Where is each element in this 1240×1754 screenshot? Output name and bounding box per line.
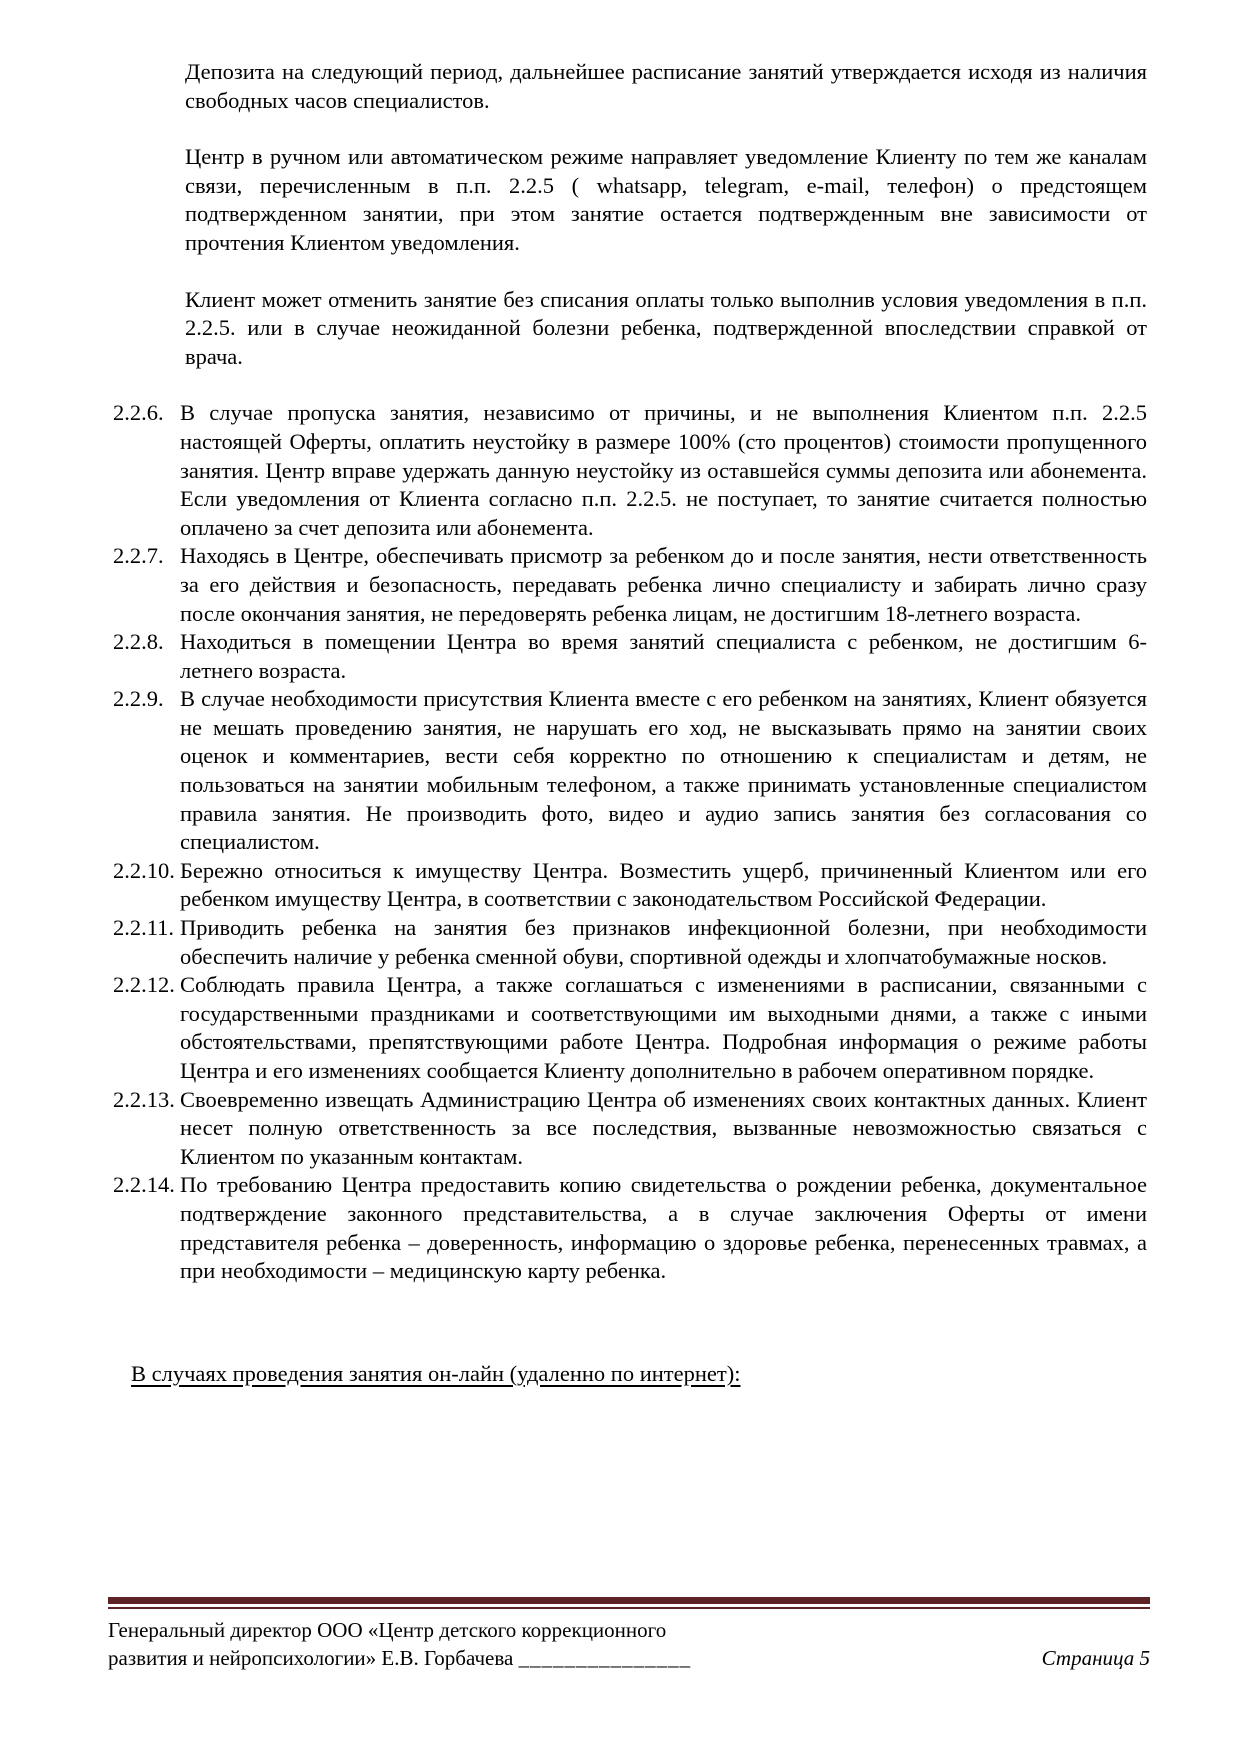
clause-number: 2.2.10. <box>113 857 175 883</box>
clause-item <box>113 1086 1147 1172</box>
clause-number: 2.2.9. <box>113 686 164 712</box>
footer-divider <box>108 1597 1150 1609</box>
clause-text: Находиться в помещении Центра во время занятий специалиста с ребенком, не достигшим 6-летнего возраста. <box>180 629 1147 683</box>
clause-number: 2.2.8. <box>113 629 164 655</box>
signature-block <box>108 1616 691 1672</box>
clause-list <box>113 399 1147 1285</box>
clause-text: По требованию Центра предоставить копию свидетельства о рождении ребенка, документальное подтверждение законного представительства, а в случае заключения Оферты от имени представителя ребенка – доверенность, информацию о здоровье ребенка, перенесенных травмах, а при необходимости – медицинскую карту ребенка. <box>180 1172 1147 1284</box>
clause-item <box>113 399 1147 542</box>
signature-line-2 <box>108 1644 691 1672</box>
signature-blank-line: _______________ <box>518 1646 692 1670</box>
page-footer <box>108 1597 1150 1672</box>
clause-number: 2.2.12. <box>113 972 175 998</box>
clause-item <box>113 542 1147 628</box>
page-number: Страница 5 <box>1041 1646 1150 1670</box>
clause-text: В случае необходимости присутствия Клиента вместе с его ребенком на занятиях, Клиент обязуется не мешать проведению занятия, не нарушать его ход, не высказывать прямо на занятии своих оценок и комментариев, вести себя корректно по отношению к специалистам и детям, не пользоваться на занятии мобильным телефоном, а также принимать установленные специалистом правила занятия. Не производить фото, видео и аудио запись занятия без согласования со специалистом. <box>180 686 1147 855</box>
clause-number: 2.2.6. <box>113 400 164 426</box>
intro-paragraph: Центр в ручном или автоматическом режиме направляет уведомление Клиенту по тем же каналам связи, перечисленным в п.п. 2.2.5 ( whatsapp, telegram, e-mail, телефон) о предстоящем подтвержденном занятии, при этом занятие остается подтвержденным вне зависимости от прочтения Клиентом уведомления. <box>185 144 1147 255</box>
clause-text: Приводить ребенка на занятия без признаков инфекционной болезни, при необходимости обеспечить наличие у ребенка сменной обуви, спортивной одежды и хлопчатобумажные носков. <box>180 915 1147 969</box>
signature-name: развития и нейропсихологии» Е.В. Горбачева <box>108 1646 514 1670</box>
clause-text: Находясь в Центре, обеспечивать присмотр за ребенком до и после занятия, нести ответственность за его действия и безопасность, передавать ребенка лично специалисту и забирать лично сразу после окончания занятия, не передоверять ребенка лицам, не достигшим 18-летнего возраста. <box>180 543 1147 626</box>
clause-item <box>113 1171 1147 1285</box>
clause-text: Соблюдать правила Центра, а также соглашаться с изменениями в расписании, связанными с государственными праздниками и соответствующими им выходными днями, а также с иными обстоятельствами, препятствующими работе Центра. Подробная информация о режиме работы Центра и его изменениях сообщается Клиенту дополнительно в рабочем оперативном порядке. <box>180 972 1147 1083</box>
clause-text: Бережно относиться к имуществу Центра. Возместить ущерб, причиненный Клиентом или его ребенком имуществу Центра, в соответствии с законодательством Российской Федерации. <box>180 857 1147 912</box>
clause-item <box>113 971 1147 1085</box>
clause-item <box>113 914 1147 971</box>
clause-text: В случае пропуска занятия, независимо от причины, и не выполнения Клиентом п.п. 2.2.5 настоящей Оферты, оплатить неустойку в размере 100% (сто процентов) стоимости пропущенного занятия. Центр вправе удержать данную неустойку из оставшейся суммы депозита или абонемента. Если уведомления от Клиента согласно п.п. 2.2.5. не поступает, то занятие считается полностью оплачено за счет депозита или абонемента. <box>180 400 1147 540</box>
intro-paragraph: Клиент может отменить занятие без списания оплаты только выполнив условия уведомления в п.п. 2.2.5. или в случае неожиданной болезни ребенка, подтвержденной впоследствии справкой от врача. <box>185 286 1147 369</box>
clause-number: 2.2.13. <box>113 1086 175 1112</box>
clause-number: 2.2.7. <box>113 543 164 569</box>
intro-paragraph: Депозита на следующий период, дальнейшее расписание занятий утверждается исходя из наличия свободных часов специалистов. <box>185 59 1147 113</box>
page-body <box>113 58 1147 1388</box>
clause-item <box>113 628 1147 685</box>
clause-text: Своевременно извещать Администрацию Центра об изменениях своих контактных данных. Клиент несет полную ответственность за все последствия, вызванные невозможностью связаться с Клиентом по указанным контактам. <box>180 1086 1147 1169</box>
clause-number: 2.2.14. <box>113 1172 175 1198</box>
clause-item <box>113 685 1147 857</box>
clause-item <box>113 857 1147 914</box>
clause-number: 2.2.11. <box>113 915 175 941</box>
section-heading: В случаях проведения занятия он-лайн (удаленно по интернет): <box>131 1360 741 1386</box>
signature-line-1: Генеральный директор ООО «Центр детского коррекционного <box>108 1618 667 1642</box>
footer-row <box>108 1616 1150 1672</box>
